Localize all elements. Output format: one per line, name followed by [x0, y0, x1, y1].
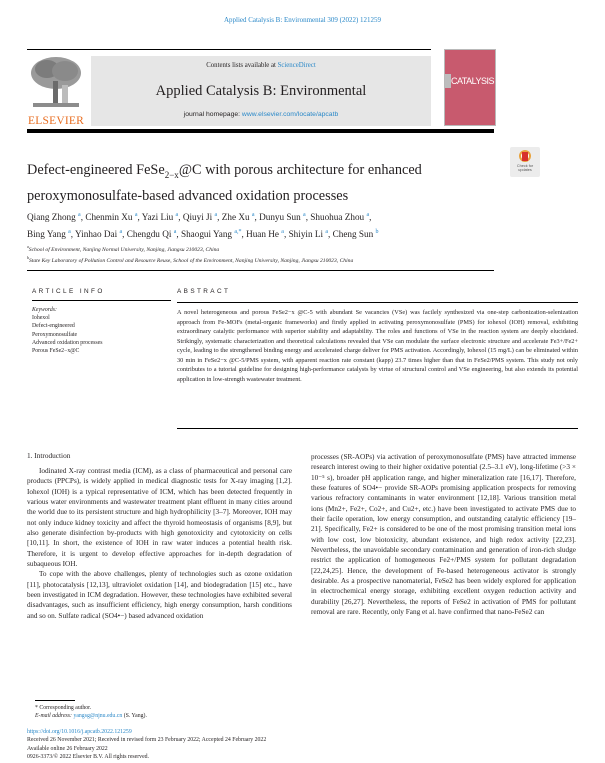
masthead-rule: [27, 129, 494, 133]
author-name[interactable]: Qiuyi Ji $^a$: [182, 212, 218, 223]
elsevier-logo[interactable]: [27, 55, 85, 127]
author-name[interactable]: Huan He $^a$: [246, 228, 284, 239]
affiliation-mark[interactable]: a: [303, 212, 306, 218]
author-name[interactable]: Chenmin Xu $^a$: [85, 212, 138, 223]
abstract-end-rule: [177, 428, 578, 429]
footnotes: [35, 704, 295, 720]
corresponding-author-note: * Corresponding author.: [35, 705, 92, 711]
author-list: Qiang Zhong $^a$, Chenmin Xu $^a$, Yazi Liu $^a$, Qiuyi Ji $^a$, Zhe Xu $^a$, Dunyu Sun $^a$, Shuohua Zhou $^a$, Bing Yang $^a$, Yinhao Dai $^a$, Chengdu Qi $^a$, Shaogui Yang $^{a,*}$, Huan He $^a$, Shiyin Li $^a$, Cheng Sun $^b$: [27, 212, 379, 239]
affiliations: [27, 243, 527, 266]
article-info-heading: ARTICLE INFO: [32, 288, 105, 295]
author-name[interactable]: Shiyin Li $^a$: [288, 228, 328, 239]
crossmark-label: Check for updates: [516, 164, 534, 173]
keyword: Porous FeSe2−x@C: [32, 348, 80, 355]
affiliation-mark[interactable]: a: [119, 228, 123, 235]
affiliation-mark[interactable]: a: [251, 212, 255, 218]
journal-cover-image[interactable]: [444, 49, 496, 126]
journal-homepage-link[interactable]: www.elsevier.com/locate/apcatb: [241, 111, 339, 118]
sciencedirect-link[interactable]: ScienceDirect: [277, 62, 316, 69]
affiliation-mark[interactable]: a: [78, 212, 81, 218]
affiliation-mark[interactable]: a: [281, 228, 284, 235]
elsevier-tree-icon: [29, 55, 83, 111]
author-name[interactable]: Chengdu Qi $^a$: [126, 228, 177, 239]
affiliation-mark[interactable]: a,*: [234, 228, 242, 235]
abstract-heading: ABSTRACT: [177, 288, 231, 295]
author-name[interactable]: Shuohua Zhou $^a$: [310, 212, 370, 223]
author-name[interactable]: Dunyu Sun $^a$: [259, 212, 306, 223]
article-title: Defect-engineered FeSe$_{2-x}$@C with porous architecture for enhanced peroxymonosulfate-based advanced oxidation processes: [27, 162, 422, 204]
affiliation-mark[interactable]: a: [173, 228, 177, 235]
contents-prefix: Contents lists available at: [206, 62, 278, 69]
journal-name: Applied Catalysis B: Environmental: [155, 83, 367, 99]
body-column-right: [311, 452, 576, 618]
publication-info: [27, 728, 587, 761]
body-column-left: [27, 466, 292, 621]
check-for-updates-button[interactable]: [510, 147, 540, 177]
author-name[interactable]: Bing Yang $^a$: [27, 228, 71, 239]
paragraph: Iodinated X-ray contrast media (ICM), as a class of pharmaceutical and personal care products (PPCPs), is widely applied in medical diagnostic tests for X-ray imaging [1,2]. Iohexol (IOH) is a typical representative of ICM, which has been detected frequently in various water environments and wastewater treatment plant effluent in many cities around the world due to its persistent structure and high hydrophilicity [3–7]. Moreover, IOH may not only induce kidney toxicity and affect the thyroid homeostasis of organisms [8,9], but also generate disinfection by-products with high genotoxicity and cytotoxicity on cells [10,11]. In short, the existence of IOH in raw water induces a potential health risk. Therefore, it is urgent to develop effective approaches for in-depth degradation of subaqueous IOH.: [27, 467, 292, 569]
received-dates: Received 26 November 2021; Received in revised form 23 February 2022; Accepted 24 February 2022: [27, 737, 267, 744]
abstract-text: A novel heterogeneous and porous FeSe2−x @C-5 with abundant Se vacancies (VSe) was facilely synthesized via one-step carbonization-selenization approach from Fe-MOFs (metal-organic frameworks) and firstly applied in activating peroxymonosulfate (PMS) for iohexol (IOH) removal, exhibiting extraordinary catalytic performance with superior stability and adaptability. The roles and functions of VSe in the reaction system are deeply elucidated. Strikingly, systematic characterization and theoretical calculations revealed that VSe can modulate the surface electronic structure and accelerate Fe3+/Fe2+ cycle, leading to the strengthened binding energy and accelerated charge deliver for PMS activation. Accordingly, Iohexol (15 mg/L) can be eliminated within 30 min in FeSe2−x @C-5/PMS system, with apparent reaction rate constant (kapp) 23.7 times higher than that in FeSe2/PMS system. This study not only contributes to a tutorial guideline for designing high-performance catalysts by virtue of structural control and VSe engineering, but also extends its potential application in low-strength wastewater treatment.: [177, 309, 578, 383]
author-name[interactable]: Cheng Sun $^b$: [332, 228, 379, 239]
email-line: [35, 712, 295, 720]
keyword: Defect-engineered: [32, 323, 75, 330]
affiliation-mark[interactable]: b: [375, 228, 379, 235]
article-info-rule: [32, 300, 171, 301]
keywords-label: Keywords:: [32, 307, 57, 313]
paragraph: To cope with the above challenges, plenty of technologies such as ozone oxidation [11], photocatalysis [12,13], ultraviolet oxidation [14], and biodegradation [15] etc., have been investigated in ICM degradation. However, these technologies have exhibited several disadvantages, such as insufficient efficiency, high energy consumption, harsh conditions and so on. Sulfate radical (SO4•−) based advanced oxidation: [27, 570, 292, 620]
journal-masthead: [91, 56, 431, 126]
abstract-rule: [177, 302, 578, 303]
crossmark-bookmark-icon: [522, 152, 528, 161]
paragraph: processes (SR-AOPs) via activation of peroxymonosulfate (PMS) have attracted immense research interest owing to their higher oxidative potential (2.5–3.1 eV), long-lifetime (>3 × 10⁻⁵ s), broader pH application range, and higher mineralization rate [16,17]. Therefore, these features of SO4•− provide SR-AOPs promising application prospects for removing various refractory contaminants in water environment [12,18]. Various transition metal ions (Mn2+, Fe2+, Co2+, and Cu2+, etc.) have been investigated to activate PMS due to their facile operation, low energy consumption, and outstanding catalytic efficiency [19–21]. Specifically, Fe2+ is considered to be one of the most promising transition metal ions with low cost, low biotoxicity, abundant existence, and high redox activity [22,23]. Nevertheless, the unavoidable secondary contamination and generation of iron-rich sludge restrict the application of homogeneous Fe2+/PMS system for pollutant degradation [22,24,25]. Hence, the development of Fe-based heterogeneous activator is strongly desirable. As a prospective nanomaterial, FeSe2 has been widely explored for application in electrochemical energy storage, exhibiting excellent oxygen reduction activity and durability [26,27]. Nevertheless, the reports of FeSe2 in activation of PMS for pollutant removal are rare. Recently, only Fang et al. have confirmed that nano-FeSe2 can: [311, 453, 576, 617]
affiliation-mark[interactable]: a: [175, 212, 179, 218]
keywords-list: [32, 306, 172, 355]
author-name[interactable]: Shaogui Yang $^{a,*}$: [180, 228, 242, 239]
footnote-rule: [35, 700, 75, 701]
email-label: E-mail address:: [35, 713, 74, 720]
cover-title: CATALYSIS: [451, 76, 495, 86]
affiliation: $^b$State Key Laboratory of Pollution Control and Resource Reuse, School of the Environment, Nanjing University, Nanjing, Jiangsu 210023, China: [27, 255, 354, 265]
email-suffix: (S. Yang).: [122, 713, 147, 720]
affiliation-mark[interactable]: a: [134, 212, 138, 218]
author-name[interactable]: Yinhao Dai $^a$: [75, 228, 123, 239]
affiliation-mark[interactable]: a: [214, 212, 218, 218]
keyword: Peroxymonosulfate: [32, 331, 78, 338]
homepage-prefix: journal homepage:: [183, 111, 242, 118]
available-online: Available online 26 February 2022: [27, 745, 108, 752]
author-name[interactable]: Zhe Xu $^a$: [221, 212, 255, 223]
keyword: Iohexol: [32, 315, 50, 322]
author-name[interactable]: Yazi Liu $^a$: [141, 212, 179, 223]
copyright: 0926-3373/© 2022 Elsevier B.V. All rights reserved.: [27, 753, 149, 760]
header-rule: [27, 49, 431, 50]
affiliation-mark[interactable]: a: [68, 228, 71, 235]
elsevier-wordmark: ELSEVIER: [28, 115, 84, 127]
doi-link[interactable]: https://doi.org/10.1016/j.apcatb.2022.121259: [27, 729, 132, 735]
homepage-line: [91, 111, 431, 118]
keyword: Advanced oxidation processes: [32, 339, 103, 346]
affiliation-mark[interactable]: a: [325, 228, 328, 235]
author-name[interactable]: Qiang Zhong $^a$: [27, 212, 81, 223]
running-head[interactable]: Applied Catalysis B: Environmental 309 (2022) 121259: [223, 16, 382, 24]
contents-line: [91, 62, 431, 69]
affiliation-mark[interactable]: a: [366, 212, 370, 218]
email-link[interactable]: yangsg@njnu.edu.cn: [73, 713, 123, 720]
section-rule: [27, 270, 494, 271]
affiliation: $^a$School of Environment, Nanjing Normal University, Nanjing, Jiangsu 210023, China: [27, 244, 220, 253]
introduction-heading: 1. Introduction: [27, 451, 71, 460]
